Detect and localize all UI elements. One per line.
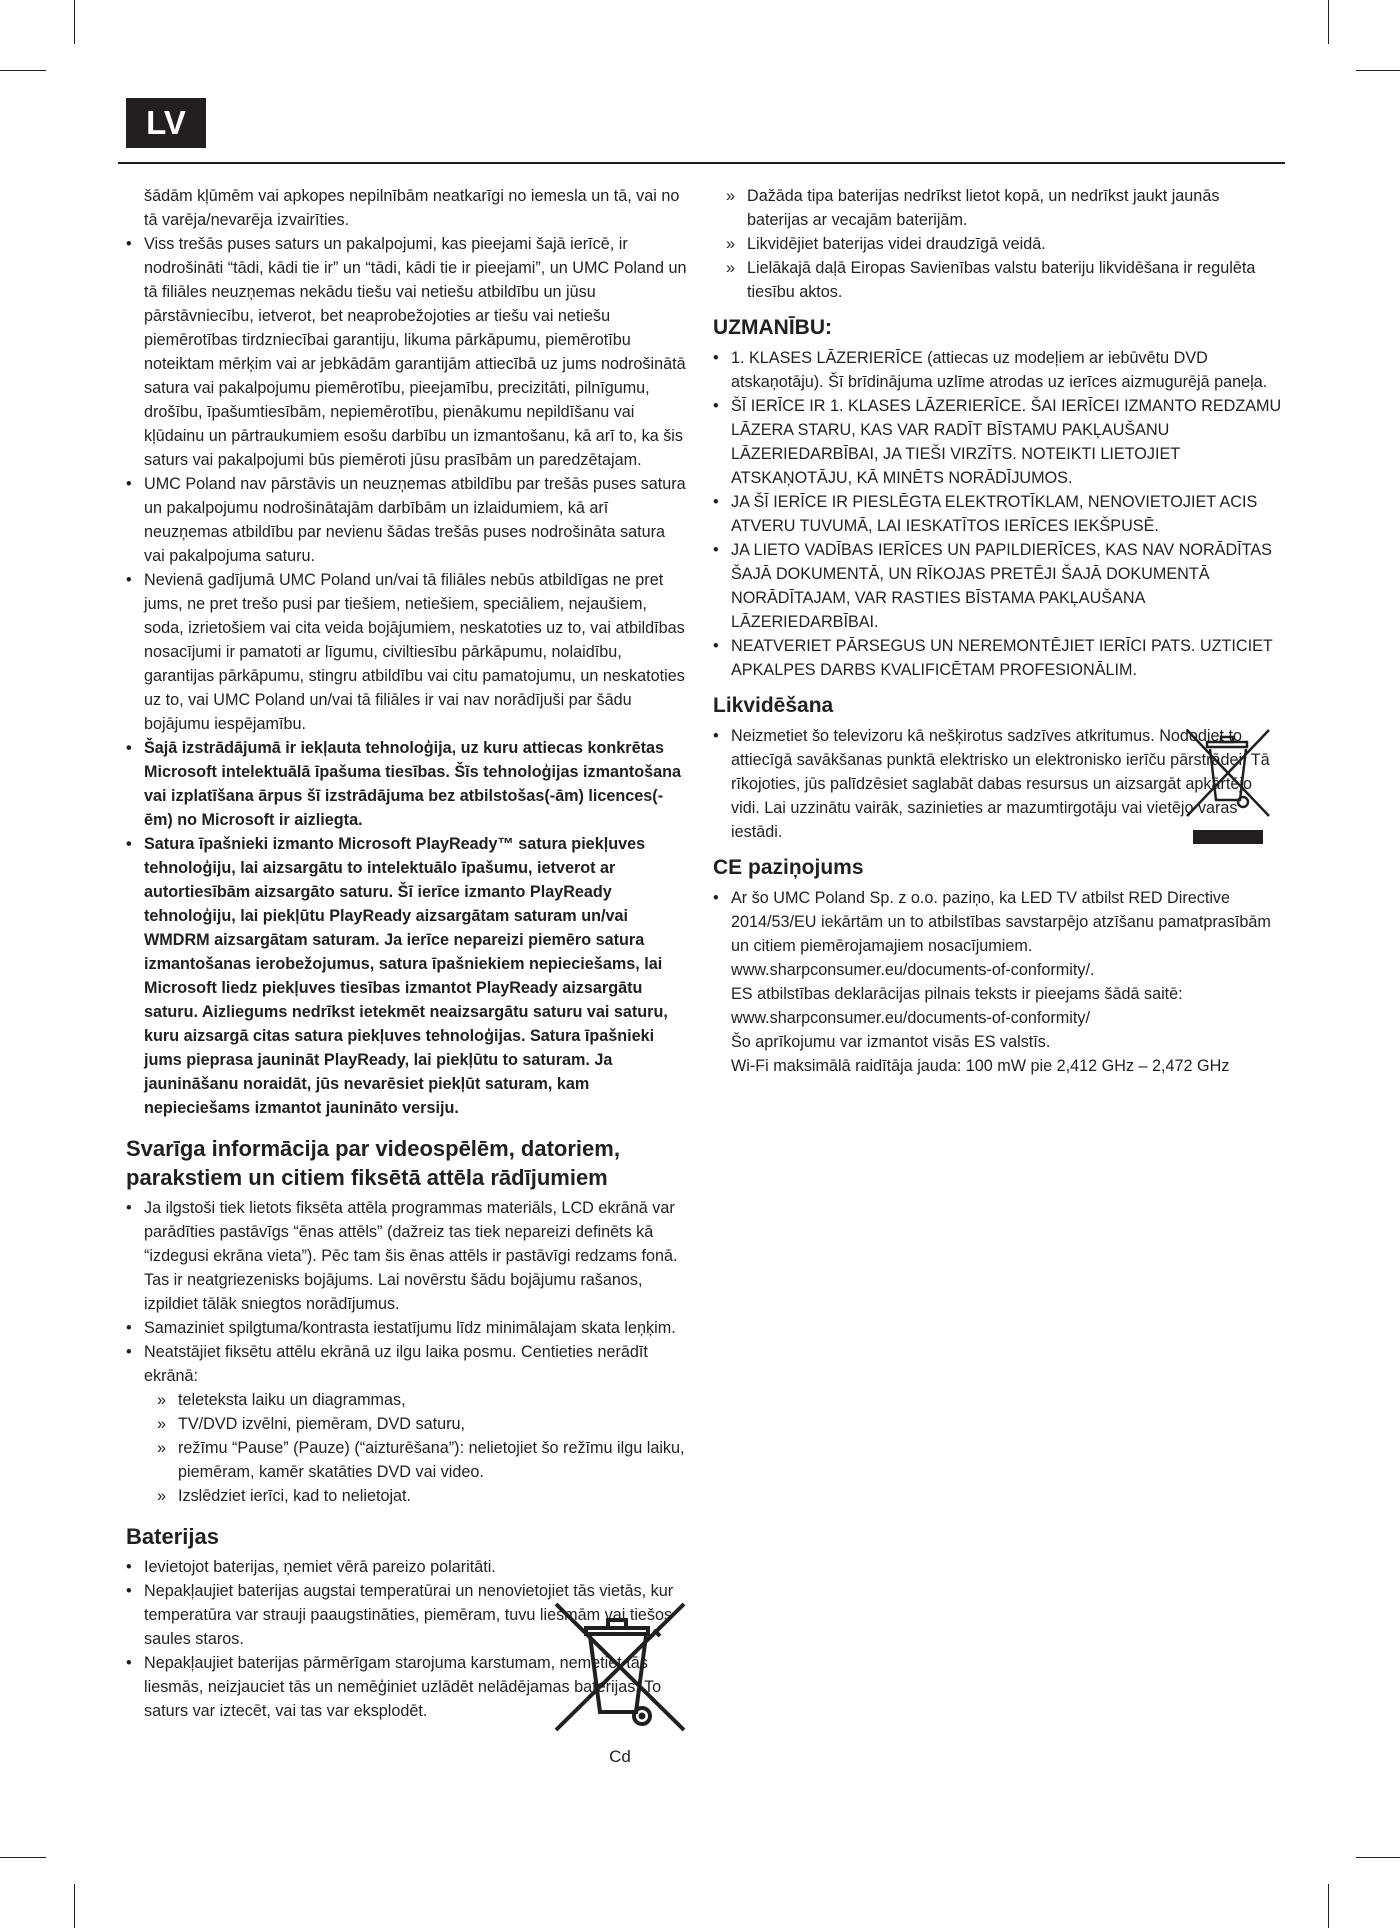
list-item: • Samaziniet spilgtuma/kontrasta iestatījumu līdz minimālajam skata leņķim. xyxy=(126,1316,690,1340)
crop-mark xyxy=(0,1857,46,1858)
crop-mark xyxy=(74,1884,75,1928)
ce-line: Šo aprīkojumu var izmantot visās ES valstīs. xyxy=(731,1033,1051,1051)
sub-item: » Lielākajā daļā Eiropas Savienības valstu bateriju likvidēšana ir regulēta tiesību aktos. xyxy=(713,256,1285,304)
ce-heading: CE paziņojums xyxy=(713,856,864,879)
list-item-text: Neatstājiet fiksētu attēlu ekrānā uz ilgu laika posmu. Centieties nerādīt ekrānā: xyxy=(144,1343,648,1385)
sub-item: » Dažāda tipa baterijas nedrīkst lietot kopā, un nedrīkst jaukt jaunās baterijas ar vecajām baterijām. xyxy=(713,184,1285,232)
list-item xyxy=(713,886,1285,1078)
weee-bin-icon xyxy=(1185,728,1271,846)
crop-mark xyxy=(1356,70,1400,71)
sub-item: » Izslēdziet ierīci, kad to nelietojat. xyxy=(144,1484,690,1508)
language-tag: LV xyxy=(126,98,206,148)
intro-continuation: šādām kļūmēm vai apkopes nepilnībām neatkarīgi no iemesla un tā, vai no tā varēja/nevarēja izvairīties. xyxy=(144,187,680,229)
battery-sub-list xyxy=(713,184,1285,304)
crop-mark xyxy=(0,70,46,71)
list-item: • Neizmetiet šo televizoru kā nešķirotus sadzīves atkritumus. Nododiet to attiecīgā savākšanas punktā elektrisko un elektronisko ierīču pārstrādei. Tā rīkojoties, jūs palīdzēsiet saglabāt dabas resursus un aizsargāt apkārtējo vidi. Lai uzzinātu vairāk, sazinieties ar mazumtirgotāju vai vietējo varas iestādi. xyxy=(713,724,1285,844)
list-item: • Satura īpašnieki izmanto Microsoft PlayReady™ satura piekļuves tehnoloģiju, lai aizsargātu to intelektuālo īpašumu, ietverot ar autortiesībām aizsargāto saturu. Šī ierīce izmanto PlayReady tehnoloģiju, lai piekļūtu PlayReady aizsargātam saturam un/vai WMDRM aizsargātam saturam. Ja ierīce nepareizi piemēro satura izmantošanas ierobežojumus, satura īpašniekiem nepieciešams, lai Microsoft liedz piekļuves tiesības izmantot PlayReady aizsargātu saturu. Aizliegums nedrīkst ietekmēt neaizsargātu saturu vai saturu, kuru aizsargā citas satura piekļuves tehnoloģijas. Satura īpašnieki jums pieprasa jaunināt PlayReady, lai piekļūtu to saturam. Ja jaunināšanu noraidāt, jūs nevarēsiet piekļūt saturam, kam nepieciešams izmantot jaunināto versiju. xyxy=(126,832,690,1120)
sub-item: » režīmu “Pause” (Pauze) (“aizturēšana”): nelietojiet šo režīmu ilgu laiku, piemēram, kamēr skatāties DVD vai video. xyxy=(144,1436,690,1484)
sub-item: » TV/DVD izvēlni, piemēram, DVD saturu, xyxy=(144,1412,690,1436)
list-item: • Nepakļaujiet baterijas augstai temperatūrai un nenovietojiet tās vietās, kur temperatūra var strauji paaugstināties, piemēram, tuvu liesmām vai tiešos saules staros. xyxy=(126,1579,690,1651)
caution-heading: UZMANĪBU: xyxy=(713,316,832,339)
list-item: • JA LIETO VADĪBAS IERĪCES UN PAPILDIERĪCES, KAS NAV NORĀDĪTAS ŠAJĀ DOKUMENTĀ, UN RĪKOJAS PRETĒJI ŠAJĀ DOKUMENTĀ NORĀDĪTAJAM, VAR RASTIES BĪSTAMA PAKĻAUŠANA LĀZERIEDARBĪBAI. xyxy=(713,538,1285,634)
caution-list xyxy=(713,346,1285,682)
list-item: • JA ŠĪ IERĪCE IR PIESLĒGTA ELEKTROTĪKLAM, NENOVIETOJIET ACIS ATVERU TUVUMĀ, LAI IESKATĪTOS IERĪCES IEKŠPUSĒ. xyxy=(713,490,1285,538)
list-item: • Ievietojot baterijas, ņemiet vērā pareizo polaritāti. xyxy=(126,1555,690,1579)
games-heading: Svarīga informācija par videospēlēm, datoriem, parakstiem un citiem fiksētā attēla rādījumiem xyxy=(126,1136,620,1190)
list-item: • Šajā izstrādājumā ir iekļauta tehnoloģija, uz kuru attiecas konkrētas Microsoft intelektuālā īpašuma tiesības. Šīs tehnoloģijas izmantošana vai izplatīšana ārpus šī izstrādājuma bez atbilstošas(-ām) licences(-ēm) no Microsoft ir aizliegta. xyxy=(126,736,690,832)
ce-line: Wi-Fi maksimālā raidītāja jauda: 100 mW pie 2,412 GHz – 2,472 GHz xyxy=(731,1057,1230,1075)
left-column xyxy=(126,184,690,1723)
ce-list xyxy=(713,886,1285,1078)
cd-label: Cd xyxy=(609,1747,631,1766)
sub-item: » teleteksta laiku un diagrammas, xyxy=(144,1388,690,1412)
crop-mark xyxy=(1356,1857,1400,1858)
games-list xyxy=(126,1196,690,1508)
right-column xyxy=(713,184,1285,1078)
games-sub-list xyxy=(144,1388,690,1508)
ce-line: • Ar šo UMC Poland Sp. z o.o. paziņo, ka LED TV atbilst RED Directive 2014/53/EU iekārtām un to atbilstības savstarpējo atzīšanu pamatprasībām un citiem piemērojamajiem nosacījumiem. www.sharpconsumer.eu/documents-of-conformity/. xyxy=(731,889,1271,979)
list-item xyxy=(126,1340,690,1508)
sub-item: » Likvidējiet baterijas videi draudzīgā veidā. xyxy=(713,232,1285,256)
list-item: • ŠĪ IERĪCE IR 1. KLASES LĀZERIERĪCE. ŠAI IERĪCEI IZMANTO REDZAMU LĀZERA STARU, KAS VAR RADĪT BĪSTAMU PAKĻAUŠANU LĀZERIEDARBĪBAI, JA TIEŠI VIRZĪTS. NOTEIKTI LIETOJIET ATSKAŅOTĀJU, KĀ MINĒTS NORĀDĪJUMOS. xyxy=(713,394,1285,490)
list-item: • Viss trešās puses saturs un pakalpojumi, kas pieejami šajā ierīcē, ir nodrošināti “tādi, kādi tie ir” un “tādi, kādi tie ir pieejami”, un UMC Poland un tā filiāles neuzņemas nekādu tiešu vai netiešu atbildību un jūsu pārstāvniecību, ietverot, bet neaprobežojoties ar tiešu vai netiešu piemērotības tirdzniecībai garantiju, likuma pārkāpumu, piemērotību noteiktam mērķim vai ar jebkādām garantijām attiecībā uz jums nodrošinātā satura vai pakalpojumu piemērotību, pieejamību, precizitāti, pilnīgumu, drošību, īpašumtiesībām, nepiemērotību, pienākumu nepildīšanu vai kļūdainu un pārtraukumiem esošu darbību un izmantošanu, kā arī to, ka šis saturs vai pakalpojumi būs piemēroti jūsu prasībām un paredzētajam. xyxy=(126,232,690,472)
header-rule xyxy=(118,162,1285,164)
list-item: • UMC Poland nav pārstāvis un neuzņemas atbildību par trešās puses satura un pakalpojumu nodrošinātajām darbībām un izlaidumiem, kā arī neuzņemas atbildību par nevienu šādas trešās puses nodrošināta satura vai pakalpojuma saturu. xyxy=(126,472,690,568)
list-item: • Nevienā gadījumā UMC Poland un/vai tā filiāles nebūs atbildīgas ne pret jums, ne pret trešo pusi par tiešiem, netiešiem, speciāliem, nejaušiem, soda, izrietošiem vai cita veida bojājumiem, neskatoties uz to, vai atbildības nosacījumi ir pamatoti ar līgumu, civiltiesību pārkāpumu, nolaidību, garantijas pārkāpumu, stingru atbildību vai citu pamatojumu, un neskatoties uz to, vai UMC Poland un/vai tā filiāles ir vai nav norādījuši par šādu bojājumu iespējamību. xyxy=(126,568,690,736)
crop-mark xyxy=(1328,1884,1329,1928)
list-item: • Nepakļaujiet baterijas pārmērīgam starojuma karstumam, nemetiet tās liesmās, neizjauciet tās un nemēģiniet uzlādēt nelādējamas baterijas. To saturs var iztecēt, vai tas var eksplodēt. xyxy=(126,1651,690,1723)
list-item: • NEATVERIET PĀRSEGUS UN NEREMONTĒJIET IERĪCI PATS. UZTICIET APKALPES DARBS KVALIFICĒTAM PROFESIONĀLIM. xyxy=(713,634,1285,682)
list-item: • Ja ilgstoši tiek lietots fiksēta attēla programmas materiāls, LCD ekrānā var parādīties pastāvīgs “ēnas attēls” (dažreiz tas tiek nepareizi definēts kā “izdegusi ekrāna vieta”). Pēc tam šis ēnas attēls ir pastāvīgi redzams fonā. Tas ir neatgriezenisks bojājums. Lai novērstu šādu bojājumu rašanos, izpildiet tālāk sniegtos norādījumus. xyxy=(126,1196,690,1316)
crop-mark xyxy=(74,0,75,44)
ce-line: ES atbilstības deklarācijas pilnais teksts ir pieejams šādā saitē: www.sharpconsumer.eu/documents-of-conformity/ xyxy=(731,985,1183,1027)
disposal-heading: Likvidēšana xyxy=(713,694,834,717)
crossed-out-bin-icon xyxy=(550,1600,690,1770)
batteries-heading: Baterijas xyxy=(126,1524,219,1549)
crop-mark xyxy=(1328,0,1329,44)
disclaimer-list xyxy=(126,232,690,1120)
list-item: • 1. KLASES LĀZERIERĪCE (attiecas uz modeļiem ar iebūvētu DVD atskaņotāju). Šī brīdinājuma uzlīme atrodas uz ierīces aizmugurējā paneļa. xyxy=(713,346,1285,394)
